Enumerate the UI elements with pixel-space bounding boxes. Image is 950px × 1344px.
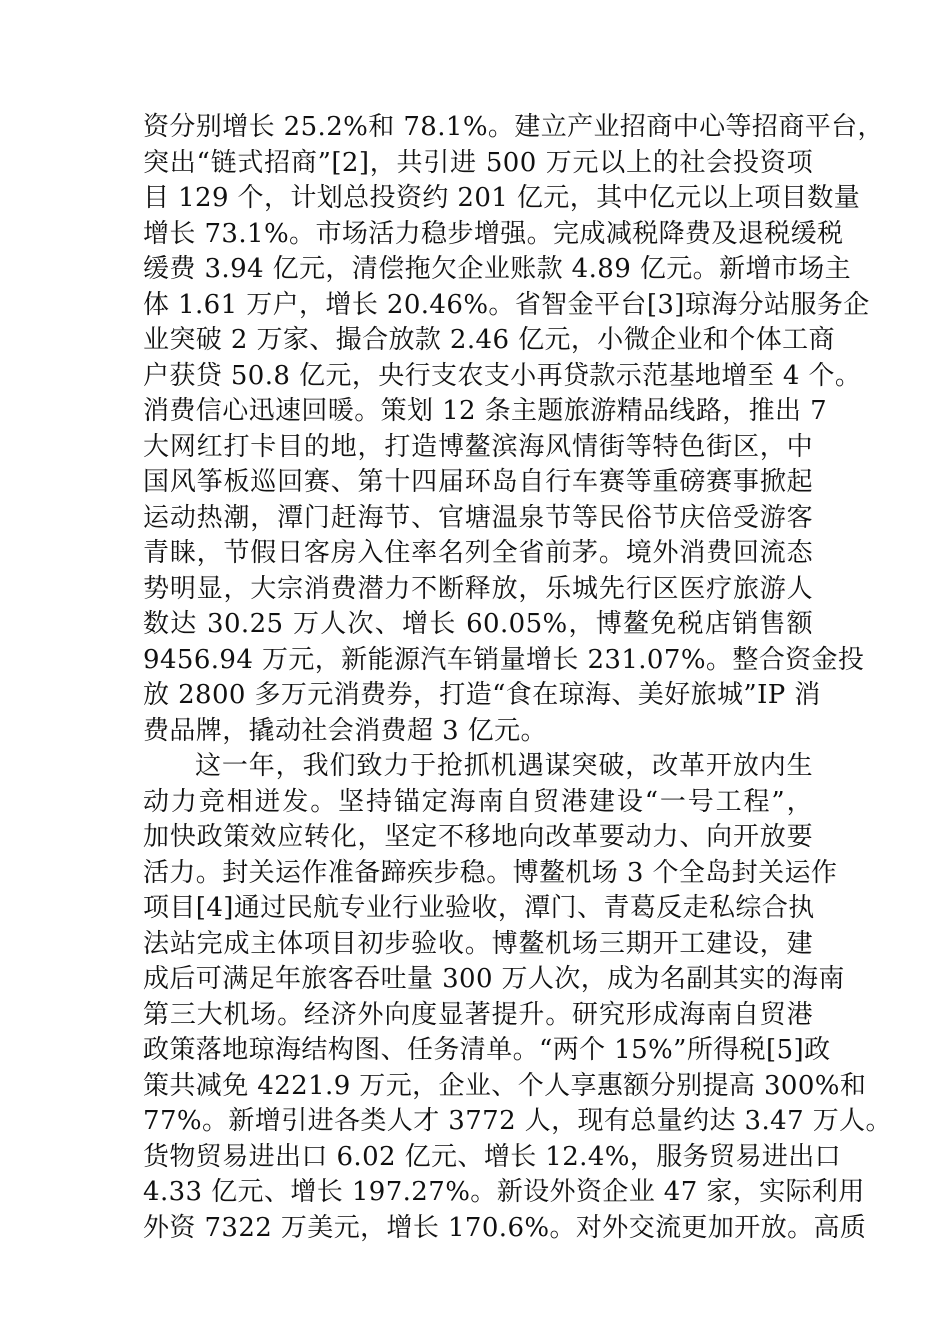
text-line: 4.33 亿元、增长 197.27%。新设外资企业 47 家，实际利用 bbox=[143, 1177, 865, 1207]
text-line: 突出“链式招商”[2]，共引进 500 万元以上的社会投资项 bbox=[143, 147, 813, 178]
text-line: 策共减免 4221.9 万元，企业、个人享惠额分别提高 300%和 bbox=[143, 1070, 867, 1101]
text-line: 目 129 个，计划总投资约 201 亿元，其中亿元以上项目数量 bbox=[143, 183, 861, 213]
text-line: 加快政策效应转化，坚定不移地向改革要动力、向开放要 bbox=[143, 822, 813, 852]
text-line: 体 1.61 万户，增长 20.46%。省智金平台[3]琼海分站服务企 bbox=[143, 289, 870, 320]
text-line: 成后可满足年旅客吞吐量 300 万人次，成为名副其实的海南 bbox=[143, 964, 845, 994]
text-line: 户获贷 50.8 亿元，央行支农支小再贷款示范基地增至 4 个。 bbox=[143, 360, 862, 391]
text-line: 消费信心迅速回暖。策划 12 条主题旅游精品线路，推出 7 bbox=[143, 396, 828, 426]
text-line: 业突破 2 万家、撮合放款 2.46 亿元，小微企业和个体工商 bbox=[143, 325, 835, 355]
text-line: 国风筝板巡回赛、第十四届环岛自行车赛等重磅赛事掀起 bbox=[143, 467, 813, 497]
body-text bbox=[143, 110, 892, 1246]
text-line: 活力。封关运作准备蹄疾步稳。博鳌机场 3 个全岛封关运作 bbox=[143, 857, 838, 888]
text-line: 动力竞相迸发。坚持锚定海南自贸港建设“一号工程”， bbox=[143, 786, 813, 817]
text-line: 势明显，大宗消费潜力不断释放，乐城先行区医疗旅游人 bbox=[143, 573, 813, 604]
text-line: 放 2800 多万元消费券，打造“食在琼海、美好旅城”IP 消 bbox=[143, 680, 821, 710]
text-line: 项目[4]通过民航专业行业验收，潭门、青葛反走私综合执 bbox=[143, 893, 815, 923]
text-line: 资分别增长 25.2%和 78.1%。建立产业招商中心等招商平台， bbox=[143, 112, 884, 142]
text-line: 77%。新增引进各类人才 3772 人，现有总量约达 3.47 万人。 bbox=[143, 1106, 892, 1136]
paragraph-end-line: 费品牌，撬动社会消费超 3 亿元。 bbox=[143, 715, 547, 746]
text-line: 货物贸易进出口 6.02 亿元、增长 12.4%，服务贸易进出口 bbox=[143, 1141, 842, 1172]
text-line: 运动热潮，潭门赶海节、官塘温泉节等民俗节庆倍受游客 bbox=[143, 502, 813, 533]
text-line: 第三大机场。经济外向度显著提升。研究形成海南自贸港 bbox=[143, 999, 813, 1030]
text-line: 大网红打卡目的地，打造博鳌滨海风情街等特色街区，中 bbox=[143, 431, 813, 462]
text-line: 外资 7322 万美元，增长 170.6%。对外交流更加开放。高质 bbox=[143, 1212, 867, 1243]
text-line: 政策落地琼海结构图、任务清单。“两个 15%”所得税[5]政 bbox=[143, 1035, 831, 1065]
text-line: 数达 30.25 万人次、增长 60.05%，博鳌免税店销售额 bbox=[143, 609, 813, 639]
paragraph-start-line: 这一年，我们致力于抢抓机遇谋突破，改革开放内生 bbox=[195, 751, 813, 781]
text-line: 增长 73.1%。市场活力稳步增强。完成减税降费及退税缓税 bbox=[143, 218, 844, 249]
text-line: 缓费 3.94 亿元，清偿拖欠企业账款 4.89 亿元。新增市场主 bbox=[143, 254, 852, 284]
text-line: 青睐，节假日客房入住率名列全省前茅。境外消费回流态 bbox=[143, 538, 813, 568]
text-line: 法站完成主体项目初步验收。博鳌机场三期开工建设，建 bbox=[143, 928, 813, 959]
text-line: 9456.94 万元，新能源汽车销量增长 231.07%。整合资金投 bbox=[143, 644, 865, 675]
